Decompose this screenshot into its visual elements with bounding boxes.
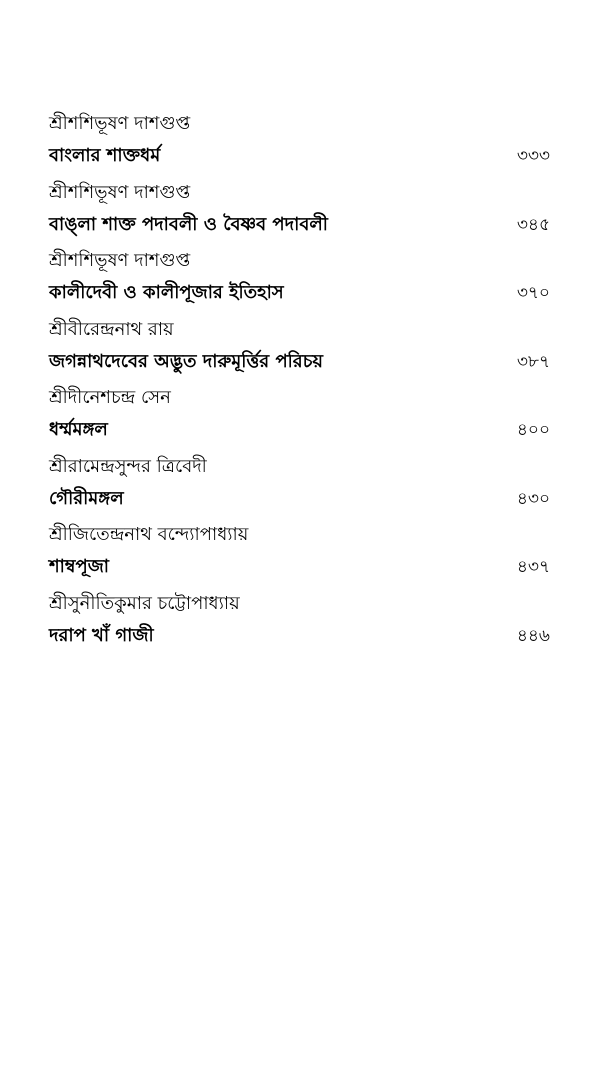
toc-entry xyxy=(49,453,554,522)
entry-title: গৌরীমঙ্গল xyxy=(49,487,124,509)
toc-entry xyxy=(49,590,554,659)
toc-entry xyxy=(49,247,554,316)
toc-entry xyxy=(49,110,554,179)
entry-page-number: ৩৩৩ xyxy=(516,146,550,166)
entry-author: শ্রীশশিভূষণ দাশগুপ্ত xyxy=(49,113,191,134)
entry-author: শ্রীশশিভূষণ দাশগুপ্ত xyxy=(49,250,191,271)
entry-page-number: ৩৮৭ xyxy=(516,351,550,372)
entry-title: জগন্নাথদেবের অদ্ভুত দারুমূর্ত্তির পরিচয় xyxy=(49,350,324,372)
toc-entry xyxy=(49,521,554,590)
entry-title: বাঙ্লা শাক্ত পদাবলী ও বৈষ্ণব পদাবলী xyxy=(49,213,328,235)
entry-title: বাংলার শাক্তধর্ম xyxy=(49,145,161,166)
entry-author: শ্রীরামেন্দ্রসুন্দর ত্রিবেদী xyxy=(49,455,207,477)
entry-title: শাম্বপূজা xyxy=(49,556,110,577)
entry-page-number: ৪০০ xyxy=(516,420,550,440)
toc-entry xyxy=(49,384,554,453)
entry-page-number: ৪৪৬ xyxy=(516,625,550,646)
entry-title: ধৰ্ম্মমঙ্গল xyxy=(49,419,108,440)
entry-title: কালীদেবী ও কালীপূজার ইতিহাস xyxy=(49,282,284,303)
entry-title: দরাপ খাঁ গাজী xyxy=(49,624,154,646)
entry-author: শ্রীসুনীতিকুমার চট্টোপাধ্যায় xyxy=(49,592,240,614)
entry-page-number: ৩৭০ xyxy=(516,283,550,303)
toc-entry xyxy=(49,179,554,248)
entry-author: শ্রীজিতেন্দ্রনাথ বন্দ্যোপাধ্যায় xyxy=(49,524,249,545)
entry-author: শ্রীবীরেন্দ্রনাথ রায় xyxy=(49,318,174,340)
entry-page-number: ৪৩০ xyxy=(516,488,550,509)
table-of-contents xyxy=(49,110,554,658)
entry-page-number: ৩৪৫ xyxy=(516,214,550,235)
entry-author: শ্রীদীনেশচন্দ্র সেন xyxy=(49,387,171,408)
entry-author: শ্রীশশিভূষণ দাশগুপ্ত xyxy=(49,181,191,203)
entry-page-number: ৪৩৭ xyxy=(516,557,550,577)
toc-entry xyxy=(49,316,554,385)
